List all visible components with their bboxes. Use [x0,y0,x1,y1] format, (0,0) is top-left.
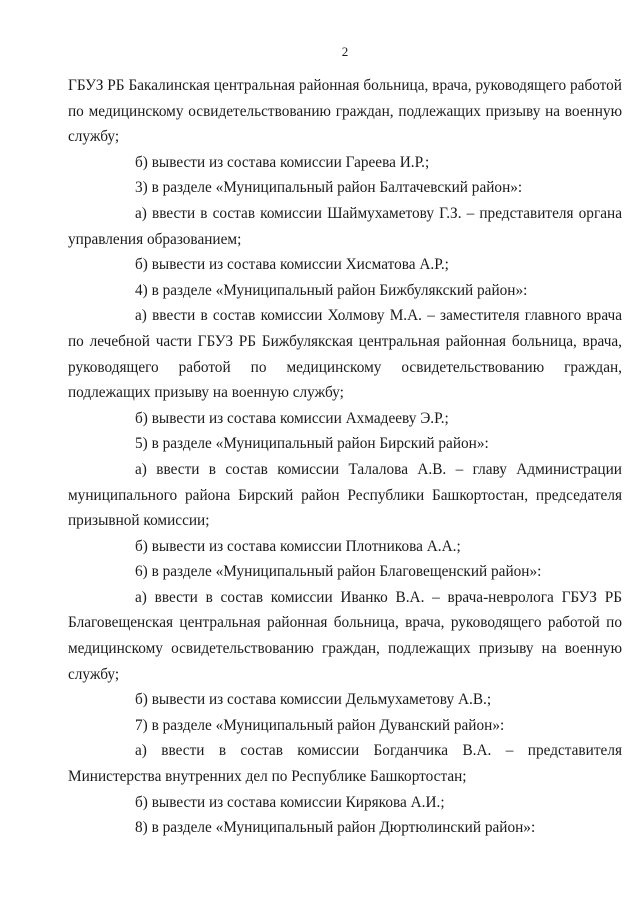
paragraph: 7) в разделе «Муниципальный район Дуванский район»: [135,716,505,734]
paragraph: 6) в разделе «Муниципальный район Благовещенский район»: [135,563,542,581]
paragraph: а) ввести в состав комиссии Богданчика В.А. – представителя Министерства внутренних дел по Республике Башкортостан; [68,742,622,786]
paragraph: а) ввести в состав комиссии Шаймухаметову Г.З. – представителя органа управления образованием; [68,204,622,248]
paragraph: а) ввести в состав комиссии Иванко В.А. – врача-невролога ГБУЗ РБ Благовещенская центральная районная больница, врача, руководящего работой по медицинскому освидетельствованию граждан, подлежащих призыву на военную службу; [68,588,622,683]
paragraph: б) вывести из состава комиссии Плотникова А.А.; [135,537,461,555]
paragraph: б) вывести из состава комиссии Кирякова А.И.; [135,793,445,811]
paragraph: б) вывести из состава комиссии Ахмадееву Э.Р.; [135,409,449,427]
paragraph: 5) в разделе «Муниципальный район Бирский район»: [135,435,489,453]
paragraph: а) ввести в состав комиссии Холмову М.А. – заместителя главного врача по лечебной части ГБУЗ РБ Бижбулякская центральная районная больница, врача, руководящего работой по медицинскому освидетельствованию граждан, подлежащих призыву на военную службу; [68,307,622,402]
paragraph: 3) в разделе «Муниципальный район Балтачевский район»: [135,179,523,197]
paragraph: ГБУЗ РБ Бакалинская центральная районная больница, врача, руководящего работой по медицинскому освидетельствованию граждан, подлежащих призыву на военную службу; [68,77,622,146]
paragraph: б) вывести из состава комиссии Дельмухаметову А.В.; [135,691,492,709]
paragraph: 8) в разделе «Муниципальный район Дюртюлинский район»: [135,819,536,837]
paragraph: б) вывести из состава комиссии Хисматова А.Р.; [135,256,449,274]
page-number: 2 [341,44,349,59]
paragraph: 4) в разделе «Муниципальный район Бижбулякский район»: [135,281,528,299]
paragraph: а) ввести в состав комиссии Талалова А.В. – главу Администрации муниципального района Бирский район Республики Башкортостан, председателя призывной комиссии; [68,460,622,530]
paragraph: б) вывести из состава комиссии Гареева И.Р.; [135,153,430,171]
document-body [68,73,622,841]
